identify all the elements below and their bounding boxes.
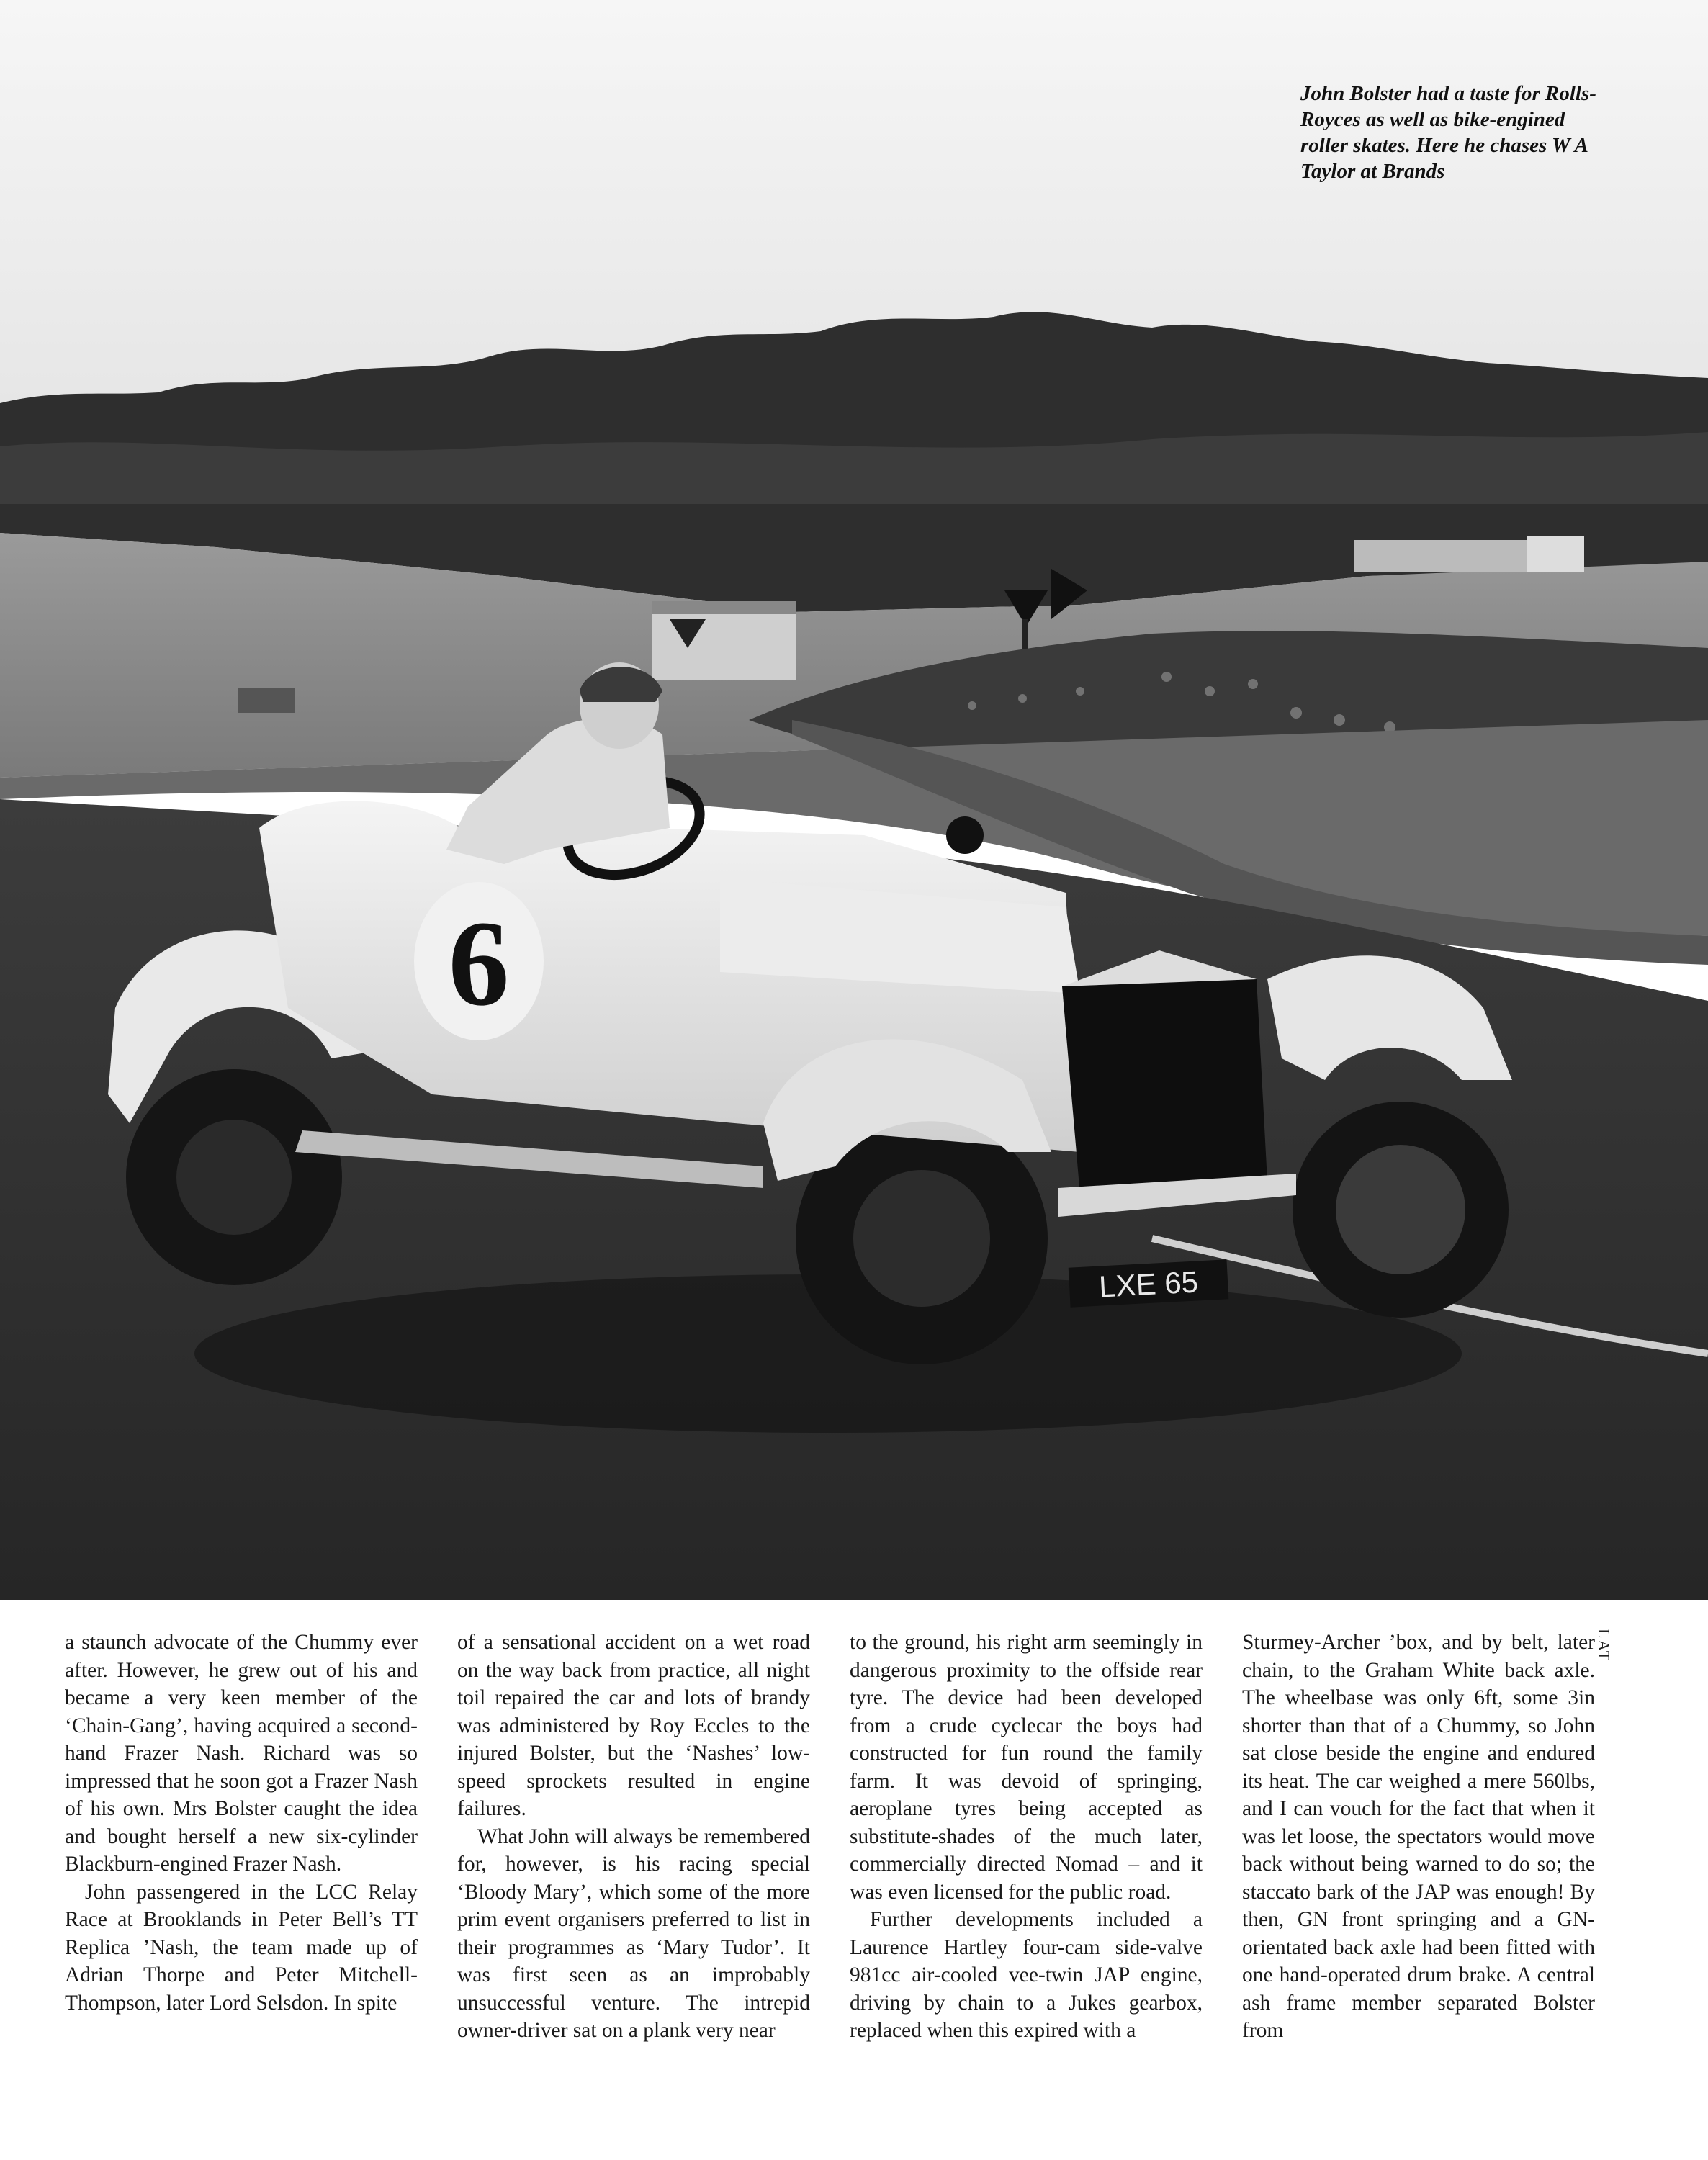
paragraph: Sturmey-Archer ’box, and by belt, later chain, to the Graham White back axle. The wheelbase was only 6ft, some 3in shorter than that of a Chummy, so John sat close beside the engine and endured its heat. The car weighed a mere 560lbs, and I can vouch for the fact that when it was let loose, the spectators would move back without being warned to do so; the staccato bark of the JAP was enough! By then, GN front springing and a GN-orientated back axle had been fitted with one hand-operated drum brake. A central ash frame member separated Bolster from bbox=[1242, 1631, 1595, 2042]
article-column-4 bbox=[1242, 1629, 1595, 2125]
paragraph: of a sensational accident on a wet road on the way back from practice, all night toil repaired the car and lots of brandy was administered by Roy Eccles to the injured Bolster, but the ‘Nashes’ low-speed sprockets resulted in engine failures. bbox=[457, 1631, 810, 1820]
article-column-2 bbox=[457, 1629, 810, 2125]
car-number: 6 bbox=[448, 896, 510, 1031]
paragraph: What John will always be remembered for, however, is his racing special ‘Bloody Mary’, which some of the more prim event organisers preferred to list in their programmes as ‘Mary Tudor’. It was first seen as an improbably unsuccessful venture. The intrepid owner-driver sat on a plank very near bbox=[457, 1824, 810, 2042]
article-body bbox=[65, 1629, 1595, 2125]
article-column-1 bbox=[65, 1629, 418, 2125]
distant-car bbox=[238, 688, 295, 713]
paragraph: John passengered in the LCC Relay Race at Brooklands in Peter Bell’s TT Replica ’Nash, the team made up of Adrian Thorpe and Peter Mitchell-Thompson, later Lord Selsdon. In spite bbox=[65, 1880, 418, 2015]
paragraph: Further developments included a Laurence Hartley four-cam side-valve 981cc air-cooled vee-twin JAP engine, driving by chain to a Jukes gearbox, replaced when this expired with a bbox=[850, 1908, 1203, 2042]
paragraph: a staunch advocate of the Chummy ever after. However, he grew out of his and became a very keen member of the ‘Chain-Gang’, having acquired a second-hand Frazer Nash. Richard was so impressed that he soon got a Frazer Nash of his own. Mrs Bolster caught the idea and bought herself a new six-cylinder Blackburn-engined Frazer Nash. bbox=[65, 1631, 418, 1876]
svg-text:LXE 65: LXE 65 bbox=[1098, 1264, 1200, 1304]
photo-credit: LAT bbox=[1595, 1629, 1613, 1662]
radiator bbox=[1062, 979, 1267, 1195]
paragraph: to the ground, his right arm seemingly in dangerous proximity to the offside rear tyre. The device had been developed from a crude cyclecar the boys had constructed for fun round the family farm. It was devoid of springing, aeroplane tyres being accepted as substitute-shades of the much later, commercially directed Nomad – and it was even licensed for the public road. bbox=[850, 1631, 1203, 1904]
article-column-3 bbox=[850, 1629, 1203, 2125]
photo-caption: John Bolster had a taste for Rolls-Royces as well as bike-engined roller skates. Here he chases W A Taylor at Brands bbox=[1300, 82, 1596, 183]
